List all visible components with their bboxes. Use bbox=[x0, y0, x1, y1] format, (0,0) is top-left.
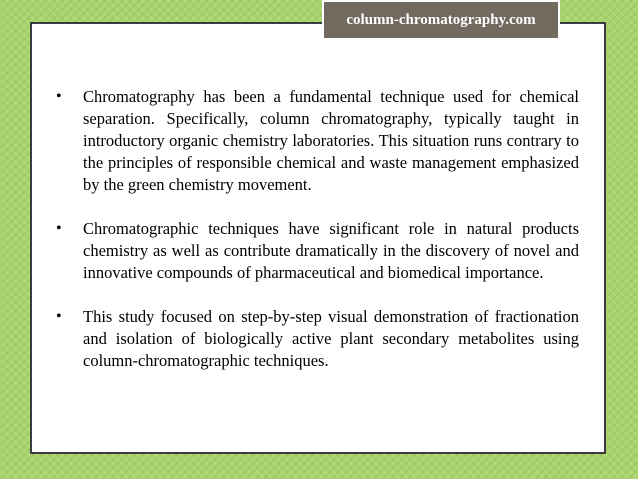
site-label-text: column-chromatography.com bbox=[346, 11, 536, 28]
bullet-item-natural-products bbox=[56, 218, 579, 284]
bullet-list bbox=[56, 86, 579, 394]
bullet-item-chromatography-overview bbox=[56, 86, 579, 196]
bullet-item-study-focus bbox=[56, 306, 579, 372]
bullet-text: This study focused on step-by-step visual demonstration of fractionation and isolation of biologically active plant secondary metabolites using column-chromatographic techniques. bbox=[83, 307, 579, 370]
bullet-icon: • bbox=[56, 88, 62, 105]
bullet-text: Chromatographic techniques have significant role in natural products chemistry as well as contribute dramatically in the discovery of novel and innovative compounds of pharmaceutical and biomedical importance. bbox=[83, 219, 579, 282]
bullet-text: Chromatography has been a fundamental technique used for chemical separation. Specifically, column chromatography, typically taught in introductory organic chemistry laboratories. This situation runs contrary to the principles of responsible chemical and waste management emphasized by the green chemistry movement. bbox=[83, 87, 579, 194]
bullet-icon: • bbox=[56, 308, 62, 325]
bullet-icon: • bbox=[56, 220, 62, 237]
site-label-banner bbox=[322, 0, 560, 40]
